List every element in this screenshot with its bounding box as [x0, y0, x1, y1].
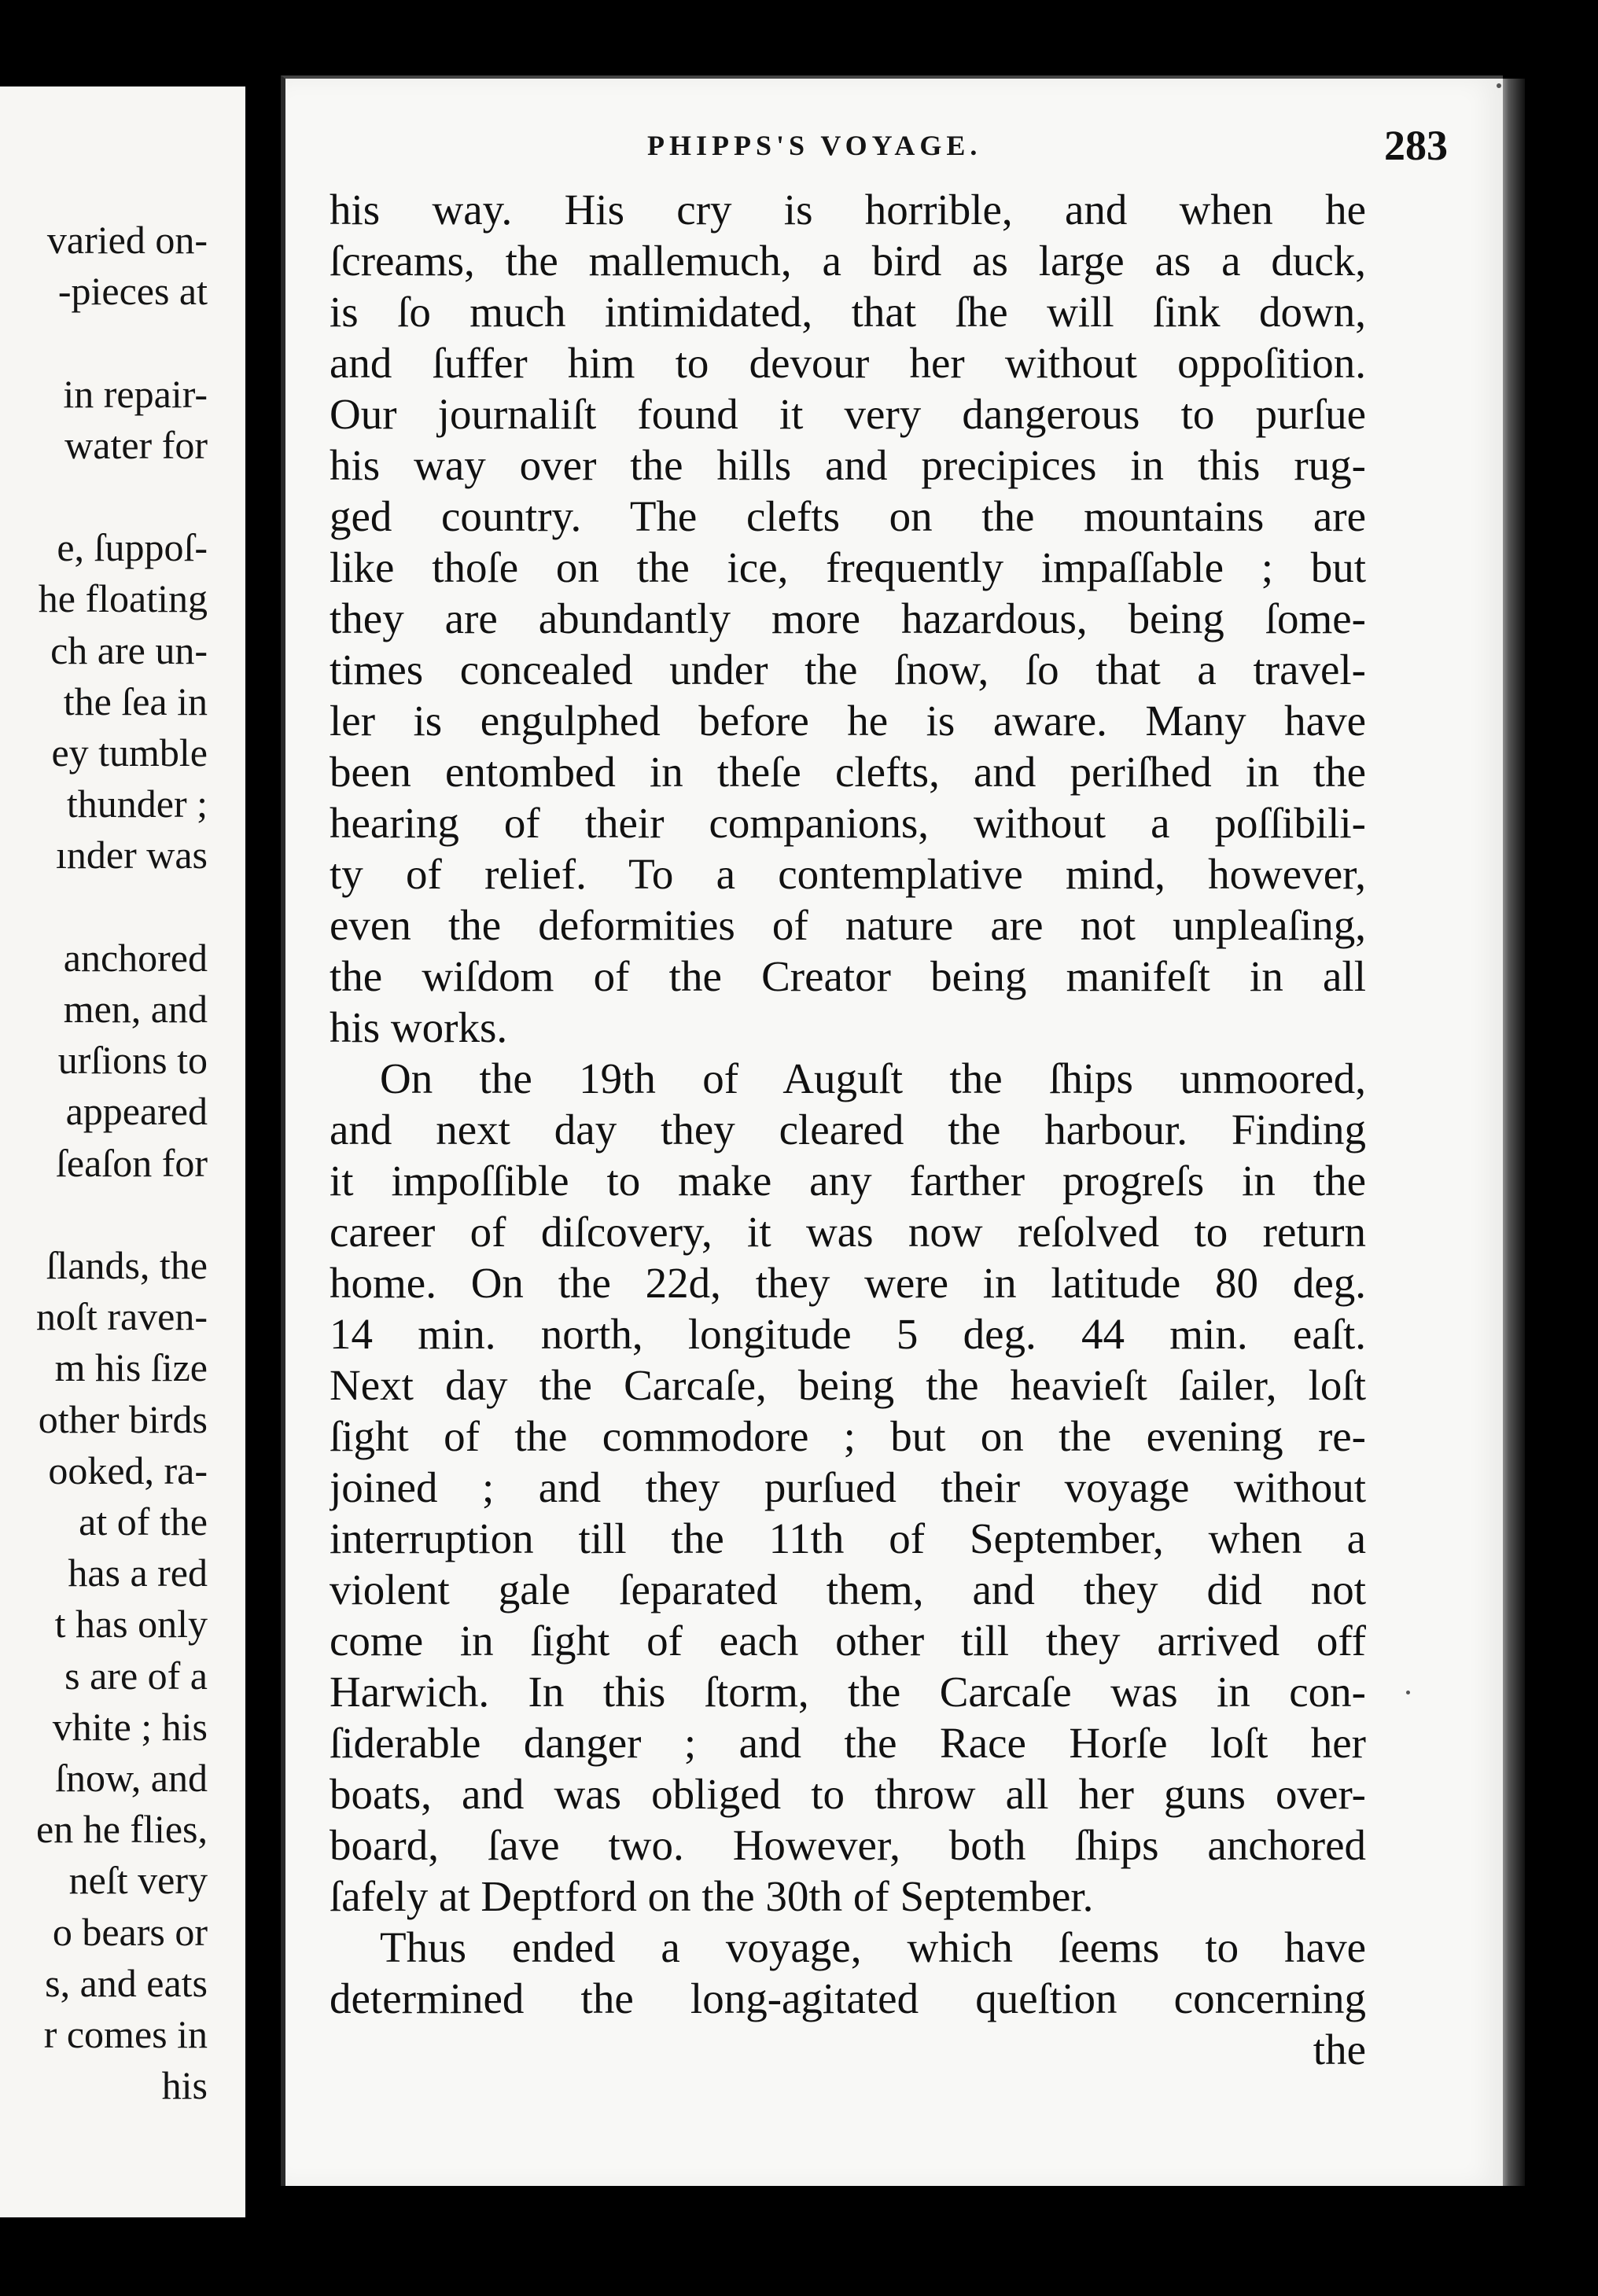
left-page-line: varied on- — [46, 218, 208, 262]
text-line: joined ; and they purſued their voyage without — [330, 1463, 1366, 1511]
text-line: come in ſight of each other till they arrived off — [330, 1617, 1366, 1665]
text-line: ler is engulphed before he is aware. Many have — [330, 697, 1366, 745]
left-page-line: ſlands, the — [46, 1243, 208, 1287]
left-page-line: s, and eats — [45, 1960, 208, 2005]
left-page-line: ch are un- — [50, 627, 208, 672]
text-line: like thoſe on the ice, frequently impaſſable ; but — [330, 543, 1366, 591]
text-line: his way. His cry is horrible, and when he — [330, 186, 1366, 234]
page-number: 283 — [1384, 122, 1448, 169]
left-page-line: e, ſuppoſ- — [57, 525, 208, 570]
left-page-line: the ſea in — [63, 679, 208, 723]
text-line: ſafely at Deptford on the 30th of September. — [330, 1872, 1094, 1920]
text-line: his way over the hills and precipices in this rug- — [330, 441, 1366, 489]
body-text — [330, 184, 1366, 2075]
left-page-line: ſeaſon for — [56, 1140, 208, 1185]
left-page-line: appeared — [65, 1089, 208, 1134]
left-page-line: he floating — [38, 576, 208, 621]
text-line: boats, and was obliged to throw all her guns over- — [330, 1770, 1366, 1818]
running-title: PHIPPS'S VOYAGE. — [647, 130, 982, 161]
text-line: even the deformities of nature are not unpleaſing, — [330, 901, 1366, 949]
left-page-line: other birds — [38, 1396, 208, 1441]
left-page-line: -pieces at — [57, 269, 208, 314]
left-page-line: water for — [64, 422, 208, 467]
left-page-line: r comes in — [43, 2012, 208, 2056]
catchword: the — [1313, 2026, 1366, 2073]
text-line: 14 min. north, longitude 5 deg. 44 min. eaſt. — [330, 1310, 1366, 1358]
left-page-line: men, and — [63, 987, 208, 1031]
text-line: his works. — [330, 1003, 508, 1051]
left-page-line: in repair- — [63, 371, 208, 416]
text-line: home. On the 22d, they were in latitude 80 deg. — [330, 1259, 1366, 1307]
right-page — [281, 75, 1503, 2186]
left-page-line: s are of a — [64, 1653, 208, 1698]
left-facing-page — [0, 86, 245, 2217]
text-line: determined the long-agitated queſtion concerning — [330, 1974, 1366, 2022]
text-line: On the 19th of Auguſt the ſhips unmoored, — [380, 1054, 1366, 1102]
text-line: ſight of the commodore ; but on the evening re- — [330, 1412, 1366, 1460]
left-page-line: vhite ; his — [52, 1704, 208, 1749]
text-line: Our journaliſt found it very dangerous to purſue — [330, 390, 1366, 438]
text-line: been entombed in theſe clefts, and periſhed in the — [330, 748, 1366, 796]
left-page-line: en he flies, — [36, 1807, 208, 1852]
text-line: and next day they cleared the harbour. Finding — [330, 1106, 1366, 1154]
text-line: interruption till the 11th of September, when a — [330, 1514, 1366, 1562]
text-line: ty of relief. To a contemplative mind, however, — [330, 850, 1366, 898]
text-line: ged country. The clefts on the mountains are — [330, 492, 1366, 540]
text-line: times concealed under the ſnow, ſo that a travel- — [330, 646, 1366, 694]
left-page-line: has a red — [68, 1551, 208, 1595]
text-line: violent gale ſeparated them, and they did not — [330, 1566, 1366, 1613]
left-page-line: t has only — [54, 1602, 208, 1647]
left-page-line: at of the — [79, 1499, 208, 1544]
text-line: the wiſdom of the Creator being manifeſt in all — [330, 952, 1366, 1000]
left-page-line: anchored — [63, 935, 208, 980]
left-page-line: his — [161, 2063, 208, 2108]
text-line: and ſuffer him to devour her without oppoſition. — [330, 339, 1366, 387]
text-line: they are abundantly more hazardous, being ſome- — [330, 594, 1366, 642]
text-line: board, ſave two. However, both ſhips anchored — [330, 1821, 1366, 1869]
ink-speck — [1406, 1691, 1410, 1694]
left-page-line: thunder ; — [66, 782, 208, 826]
left-page-line: ooked, ra- — [48, 1448, 208, 1492]
left-page-line: noſt raven- — [36, 1294, 208, 1339]
text-line: Harwich. In this ſtorm, the Carcaſe was in con- — [330, 1668, 1366, 1716]
left-page-line: ſnow, and — [55, 1756, 208, 1800]
left-page-line: m his ſize — [54, 1345, 208, 1390]
left-page-line: ınder was — [56, 833, 208, 878]
text-line: ſiderable danger ; and the Race Horſe loſt her — [330, 1719, 1366, 1767]
text-line: career of diſcovery, it was now reſolved to return — [330, 1208, 1366, 1256]
left-page-line: o bears or — [52, 1909, 208, 1954]
text-line: Next day the Carcaſe, being the heavieſt ſailer, loſt — [330, 1361, 1366, 1409]
text-line: hearing of their companions, without a poſſibili- — [330, 799, 1366, 847]
text-line: is ſo much intimidated, that ſhe will ſink down, — [330, 288, 1366, 336]
ink-speck — [1497, 83, 1501, 88]
text-line: Thus ended a voyage, which ſeems to have — [380, 1923, 1366, 1971]
text-line: it impoſſible to make any farther progreſs in the — [330, 1157, 1366, 1205]
left-page-line: urſions to — [57, 1038, 208, 1083]
left-page-line: ey tumble — [51, 730, 208, 775]
text-line: ſcreams, the mallemuch, a bird as large as a duck, — [330, 237, 1366, 285]
left-page-line: neſt very — [68, 1858, 208, 1903]
